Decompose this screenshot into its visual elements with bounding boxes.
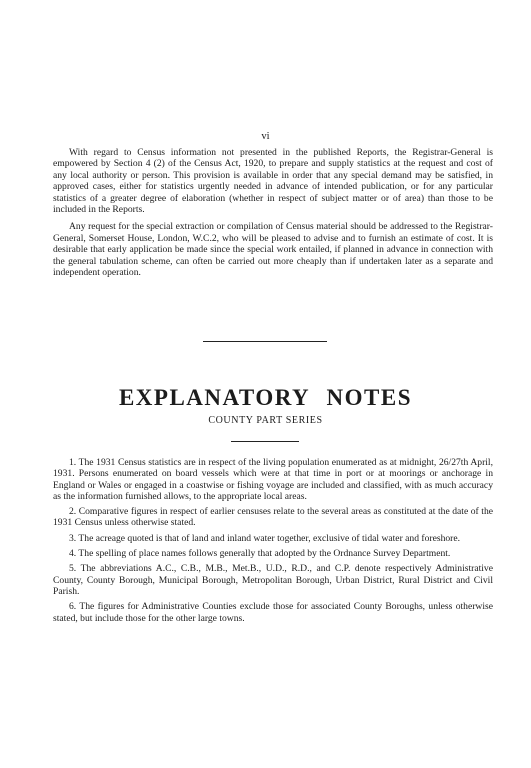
note-item: 4. The spelling of place names follows generally that adopted by the Ordnance Survey Department. [69, 548, 451, 560]
note-item: 2. Comparative figures in respect of earlier censuses relate to the several areas as constituted at the date of the 1931 Census unless otherwise stated. [53, 506, 493, 529]
intro-paragraph: Any request for the special extraction or compilation of Census material should be addressed to the Registrar-General, Somerset House, London, W.C.2, who will be pleased to advise and to furnish an estimate of cost. It is desirable that early application be made since the special work entailed, if planned in advance in connection with the general tabulation scheme, can often be carried out more cheaply than if undertaken later as a separate and independent operation. [53, 221, 493, 279]
note-item: 3. The acreage quoted is that of land and inland water together, exclusive of tidal water and foreshore. [69, 532, 461, 544]
page-number: vi [261, 131, 270, 142]
notes-subtitle: COUNTY PART SERIES [208, 415, 323, 426]
notes-list [53, 457, 493, 628]
intro-section [53, 147, 493, 284]
intro-paragraph: With regard to Census information not presented in the published Reports, the Registrar-General is empowered by Section 4 (2) of the Census Act, 1920, to prepare and supply statistics at the request and cost of any local authority or person. This provision is available in order that any special demand may be satisfied, in approved cases, either for statistics urgently needed in advance of intended publication, or for any particular statistics of a greater degree of elaboration (whether in respect of subject matter or of area) than those to be included in the Reports. [53, 147, 493, 216]
section-divider [203, 341, 327, 342]
note-item: 1. The 1931 Census statistics are in respect of the living population enumerated as at midnight, 26/27th April, 1931. Persons enumerated on board vessels which were at that time in port or at moorings or anchorage in England or Wales or engaged in a coastwise or fishing voyage are included and classified, with as much accuracy as the information furnished allows, to the appropriate local areas. [53, 457, 493, 502]
title-divider [231, 441, 299, 442]
note-item: 5. The abbreviations A.C., C.B., M.B., Met.B., U.D., R.D., and C.P. denote respectively Administrative County, County Borough, Municipal Borough, Metropolitan Borough, Urban District, Rural District and Civil Parish. [53, 563, 493, 597]
note-item: 6. The figures for Administrative Counties exclude those for associated County Boroughs, unless otherwise stated, but include those for the other large towns. [53, 601, 493, 624]
notes-title: EXPLANATORY NOTES [118, 385, 413, 410]
